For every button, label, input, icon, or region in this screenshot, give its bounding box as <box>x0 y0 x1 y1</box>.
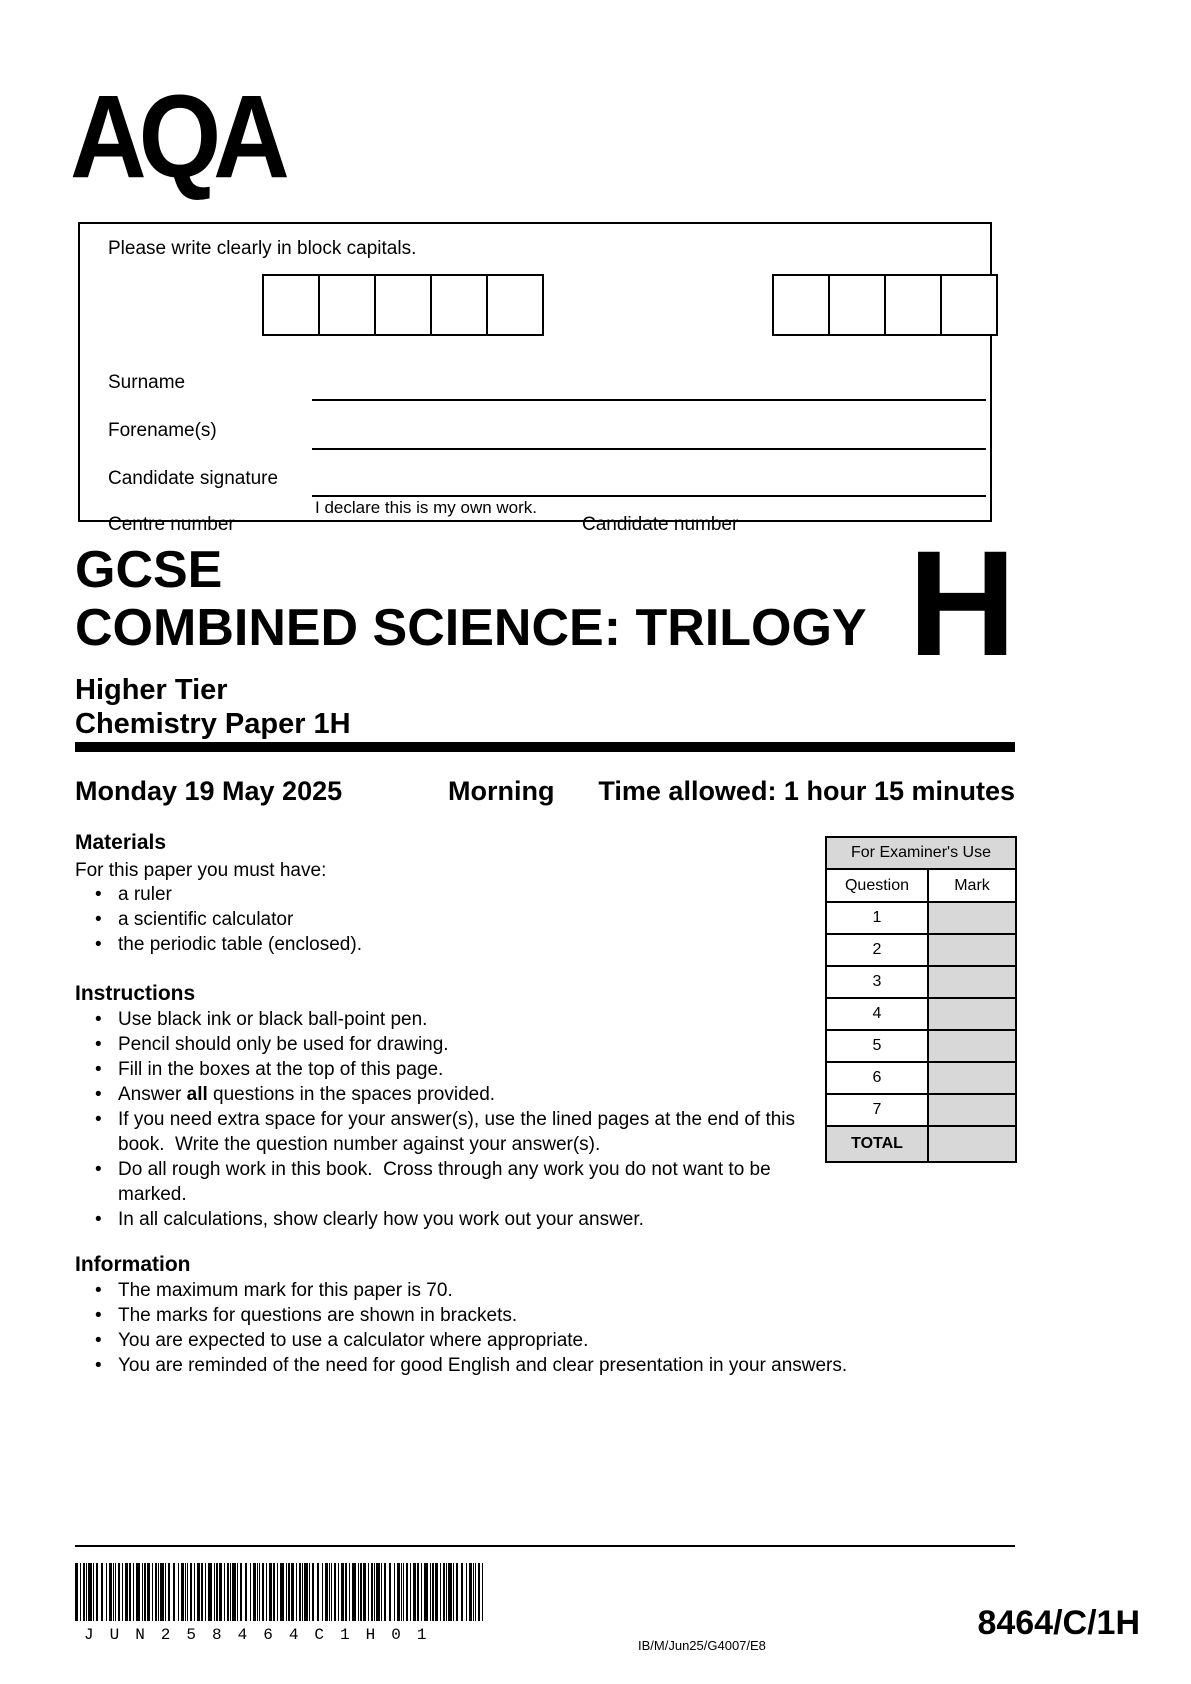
barcode-bar <box>296 1563 297 1621</box>
bullet-icon: • <box>95 1280 102 1301</box>
barcode-bar <box>190 1563 192 1621</box>
barcode-bar <box>216 1563 218 1621</box>
barcode-bar <box>352 1563 356 1621</box>
instructions-list <box>75 1007 820 1232</box>
barcode-bar <box>349 1563 350 1621</box>
bullet-item <box>75 1303 1055 1328</box>
examiner-table-row <box>826 998 1016 1030</box>
candidate-signature-label: Candidate signature <box>108 468 279 489</box>
barcode-bar <box>129 1563 131 1621</box>
examiner-table-row <box>826 1094 1016 1126</box>
barcode-bar <box>312 1563 314 1621</box>
bullet-text: a ruler <box>118 884 172 905</box>
bullet-text: The maximum mark for this paper is 70. <box>118 1280 453 1301</box>
bullet-text: Use black ink or black ball-point pen. <box>118 1009 428 1030</box>
bullet-icon: • <box>95 1209 102 1230</box>
barcode-bar <box>269 1563 272 1621</box>
barcode-bar <box>329 1563 330 1621</box>
barcode-bar <box>397 1563 400 1621</box>
barcode-bar <box>417 1563 419 1621</box>
paper-label: Chemistry Paper 1H <box>75 708 351 740</box>
barcode-bar <box>197 1563 200 1621</box>
paper-code: 8464/C/1H <box>977 1604 1140 1642</box>
candidate-number-cell[interactable] <box>884 274 942 336</box>
barcode-bar <box>160 1563 164 1621</box>
examiner-table-title-row <box>826 837 1016 869</box>
barcode-bar <box>363 1563 366 1621</box>
centre-number-cell[interactable] <box>430 274 488 336</box>
exam-session: Morning <box>448 776 555 806</box>
candidate-signature-line[interactable] <box>312 495 986 497</box>
barcode-bar <box>374 1563 375 1621</box>
exam-date: Monday 19 May 2025 <box>75 776 343 806</box>
forename-line[interactable] <box>312 448 986 450</box>
barcode-bar <box>101 1563 103 1621</box>
barcode-bar <box>122 1563 123 1621</box>
barcode-bar <box>325 1563 328 1621</box>
barcode-bar <box>410 1563 411 1621</box>
barcode-bar <box>322 1563 323 1621</box>
barcode-bar <box>86 1563 87 1621</box>
bullet-item <box>75 907 775 932</box>
barcode-bar <box>224 1563 225 1621</box>
barcode-bar <box>381 1563 382 1621</box>
barcode-bar <box>371 1563 373 1621</box>
bullet-text: Pencil should only be used for drawing. <box>118 1034 449 1055</box>
barcode-bar <box>448 1563 452 1621</box>
bullet-item <box>75 1082 820 1107</box>
barcode-bar <box>341 1563 344 1621</box>
question-number-cell: 1 <box>826 902 928 934</box>
footer-divider <box>75 1545 1015 1547</box>
barcode-bar <box>173 1563 175 1621</box>
examiner-table-row <box>826 934 1016 966</box>
bullet-item <box>75 1207 820 1232</box>
examiner-table-total-row <box>826 1126 1016 1162</box>
candidate-number-cell[interactable] <box>772 274 830 336</box>
mark-cell <box>928 1062 1016 1094</box>
barcode-bar <box>286 1563 287 1621</box>
barcode-bar <box>273 1563 275 1621</box>
barcode-bar <box>158 1563 159 1621</box>
barcode-bar <box>453 1563 454 1621</box>
question-column-header: Question <box>826 869 928 902</box>
bullet-item <box>75 1057 820 1082</box>
bullet-text: You are expected to use a calculator where appropriate. <box>118 1330 589 1351</box>
centre-number-cell[interactable] <box>374 274 432 336</box>
barcode-bar <box>113 1563 114 1621</box>
barcode-bar <box>430 1563 431 1621</box>
barcode-bar <box>280 1563 284 1621</box>
barcode-bar <box>334 1563 336 1621</box>
centre-number-cell[interactable] <box>262 274 320 336</box>
materials-list <box>75 882 775 957</box>
barcode-bar <box>227 1563 229 1621</box>
bullet-icon: • <box>95 909 102 930</box>
barcode-bar <box>205 1563 206 1621</box>
footer-reference: IB/M/Jun25/G4007/E8 <box>638 1638 766 1653</box>
forename-label: Forename(s) <box>108 420 217 441</box>
barcode-bar <box>115 1563 116 1621</box>
bullet-text: The marks for questions are shown in brackets. <box>118 1305 518 1326</box>
bullet-text: You are reminded of the need for good English and clear presentation in your answers. <box>118 1355 848 1376</box>
barcode-bar <box>257 1563 258 1621</box>
examiner-table-row <box>826 966 1016 998</box>
bullet-icon: • <box>95 1009 102 1030</box>
bullet-item <box>75 1328 1055 1353</box>
barcode-bar <box>432 1563 434 1621</box>
barcode-bar <box>88 1563 92 1621</box>
barcode-bar <box>413 1563 416 1621</box>
bullet-text: the periodic table (enclosed). <box>118 934 362 955</box>
centre-number-cell[interactable] <box>318 274 376 336</box>
total-label-cell: TOTAL <box>826 1126 928 1162</box>
barcode-bar <box>106 1563 107 1621</box>
candidate-number-cell[interactable] <box>828 274 886 336</box>
barcode-bar <box>253 1563 256 1621</box>
barcode-bar <box>309 1563 310 1621</box>
barcode-bar <box>443 1563 445 1621</box>
bullet-icon: • <box>95 1109 102 1130</box>
tier-label: Higher Tier <box>75 674 228 706</box>
bullet-item <box>75 1278 1055 1303</box>
barcode-bar <box>384 1563 386 1621</box>
barcode-bar <box>401 1563 402 1621</box>
mark-cell <box>928 966 1016 998</box>
barcode-bar <box>136 1563 140 1621</box>
bullet-icon: • <box>95 1159 102 1180</box>
barcode-bar <box>291 1563 294 1621</box>
barcode-bar <box>446 1563 447 1621</box>
barcode-bar <box>406 1563 408 1621</box>
barcode-bar <box>389 1563 391 1621</box>
barcode-bar <box>482 1563 483 1621</box>
information-heading: Information <box>75 1253 191 1276</box>
barcode-bar <box>232 1563 236 1621</box>
examiner-table-header-row <box>826 869 1016 902</box>
barcode-bar <box>109 1563 112 1621</box>
surname-line[interactable] <box>312 399 986 401</box>
candidate-number-cell[interactable] <box>940 274 998 336</box>
barcode-bar <box>96 1563 98 1621</box>
question-number-cell: 3 <box>826 966 928 998</box>
barcode-bar <box>440 1563 441 1621</box>
barcode-bar <box>155 1563 157 1621</box>
mark-cell <box>928 1094 1016 1126</box>
barcode-bar <box>403 1563 404 1621</box>
examiner-table-row <box>826 902 1016 934</box>
barcode <box>75 1563 505 1621</box>
barcode-bar <box>461 1563 463 1621</box>
barcode-bar <box>475 1563 476 1621</box>
barcode-bar <box>201 1563 203 1621</box>
barcode-bar <box>376 1563 380 1621</box>
barcode-bar <box>317 1563 319 1621</box>
candidate-details-box <box>78 222 992 535</box>
declaration-text: I declare this is my own work. <box>315 498 538 517</box>
barcode-bar <box>473 1563 474 1621</box>
bullet-icon: • <box>95 1355 102 1376</box>
barcode-bar <box>424 1563 428 1621</box>
barcode-bar <box>299 1563 301 1621</box>
title-divider <box>75 742 1015 752</box>
barcode-bar <box>208 1563 212 1621</box>
barcode-bar <box>165 1563 166 1621</box>
barcode-bar <box>194 1563 195 1621</box>
barcode-text: JUN258464C1H01 <box>84 1626 443 1644</box>
barcode-bar <box>304 1563 308 1621</box>
question-number-cell: 2 <box>826 934 928 966</box>
barcode-bar <box>368 1563 369 1621</box>
block-capitals-note: Please write clearly in block capitals. <box>108 238 417 259</box>
barcode-bar <box>178 1563 179 1621</box>
barcode-bar <box>421 1563 422 1621</box>
bullet-text: Answer all questions in the spaces provided. <box>118 1084 496 1105</box>
barcode-bar <box>240 1563 242 1621</box>
barcode-bar <box>142 1563 143 1621</box>
barcode-bar <box>93 1563 94 1621</box>
bullet-item <box>75 932 775 957</box>
bullet-icon: • <box>95 1084 102 1105</box>
bullet-icon: • <box>95 1305 102 1326</box>
candidate-number-label: Candidate number <box>582 514 739 535</box>
examiner-table-title: For Examiner's Use <box>826 837 1016 869</box>
mark-cell <box>928 934 1016 966</box>
bullet-icon: • <box>95 934 102 955</box>
barcode-bar <box>83 1563 85 1621</box>
bullet-item <box>75 1157 820 1207</box>
barcode-bar <box>394 1563 395 1621</box>
materials-intro: For this paper you must have: <box>75 860 327 881</box>
barcode-bar <box>80 1563 81 1621</box>
barcode-bar <box>133 1563 134 1621</box>
barcode-bar <box>245 1563 247 1621</box>
barcode-bar <box>266 1563 267 1621</box>
total-mark-cell <box>928 1126 1016 1162</box>
bullet-icon: • <box>95 884 102 905</box>
barcode-bar <box>125 1563 128 1621</box>
subject-title: COMBINED SCIENCE: TRILOGY <box>75 599 867 657</box>
barcode-bar <box>360 1563 362 1621</box>
barcode-bar <box>147 1563 150 1621</box>
barcode-bar <box>478 1563 480 1621</box>
question-number-cell: 5 <box>826 1030 928 1062</box>
examiner-use-table <box>825 836 1017 1163</box>
bullet-text: a scientific calculator <box>118 909 294 930</box>
mark-cell <box>928 902 1016 934</box>
candidate-number-cells <box>772 274 998 336</box>
barcode-bar <box>187 1563 188 1621</box>
instructions-heading: Instructions <box>75 982 196 1005</box>
time-allowed: Time allowed: 1 hour 15 minutes <box>598 776 1015 806</box>
bullet-icon: • <box>95 1330 102 1351</box>
barcode-bar <box>456 1563 458 1621</box>
barcode-bar <box>144 1563 146 1621</box>
question-number-cell: 6 <box>826 1062 928 1094</box>
aqa-logo: AQA <box>70 71 282 203</box>
mark-column-header: Mark <box>928 869 1016 902</box>
barcode-bar <box>277 1563 278 1621</box>
barcode-bar <box>168 1563 170 1621</box>
barcode-bar <box>358 1563 359 1621</box>
barcode-bar <box>214 1563 215 1621</box>
centre-number-label: Centre number <box>108 514 235 535</box>
barcode-bar <box>435 1563 438 1621</box>
barcode-bar <box>75 1563 78 1621</box>
bullet-text: If you need extra space for your answer(s), use the lined pages at the end of this book. Write the question number against your answer(s). <box>118 1109 801 1155</box>
barcode-bar <box>302 1563 303 1621</box>
barcode-bar <box>230 1563 231 1621</box>
barcode-bar <box>250 1563 251 1621</box>
barcode-bar <box>237 1563 238 1621</box>
barcode-bar <box>118 1563 120 1621</box>
materials-heading: Materials <box>75 831 167 854</box>
bullet-item <box>75 1007 820 1032</box>
barcode-bar <box>469 1563 472 1621</box>
barcode-bar <box>345 1563 347 1621</box>
bullet-text: Fill in the boxes at the top of this page. <box>118 1059 444 1080</box>
bullet-item <box>75 882 775 907</box>
bullet-text: In all calculations, show clearly how you work out your answer. <box>118 1209 644 1230</box>
barcode-bar <box>259 1563 260 1621</box>
question-number-cell: 4 <box>826 998 928 1030</box>
barcode-bar <box>288 1563 290 1621</box>
bullet-item <box>75 1107 820 1157</box>
bullet-icon: • <box>95 1059 102 1080</box>
examiner-table-row <box>826 1030 1016 1062</box>
barcode-bar <box>338 1563 339 1621</box>
question-number-cell: 7 <box>826 1094 928 1126</box>
mark-cell <box>928 1030 1016 1062</box>
bullet-item <box>75 1032 820 1057</box>
bullet-text: Do all rough work in this book. Cross through any work you do not want to be marked. <box>118 1159 776 1205</box>
information-list <box>75 1278 1055 1378</box>
mark-cell <box>928 998 1016 1030</box>
centre-number-cells <box>262 274 544 336</box>
bullet-item <box>75 1353 1055 1378</box>
centre-number-cell[interactable] <box>486 274 544 336</box>
higher-tier-badge: H <box>908 519 1017 687</box>
barcode-bar <box>181 1563 184 1621</box>
barcode-bar <box>185 1563 186 1621</box>
barcode-bar <box>219 1563 222 1621</box>
surname-label: Surname <box>108 372 186 393</box>
bullet-icon: • <box>95 1034 102 1055</box>
barcode-bar <box>152 1563 153 1621</box>
barcode-bar <box>466 1563 467 1621</box>
barcode-bar <box>331 1563 332 1621</box>
examiner-table-row <box>826 1062 1016 1094</box>
barcode-bar <box>262 1563 264 1621</box>
qualification-title: GCSE <box>75 541 223 599</box>
